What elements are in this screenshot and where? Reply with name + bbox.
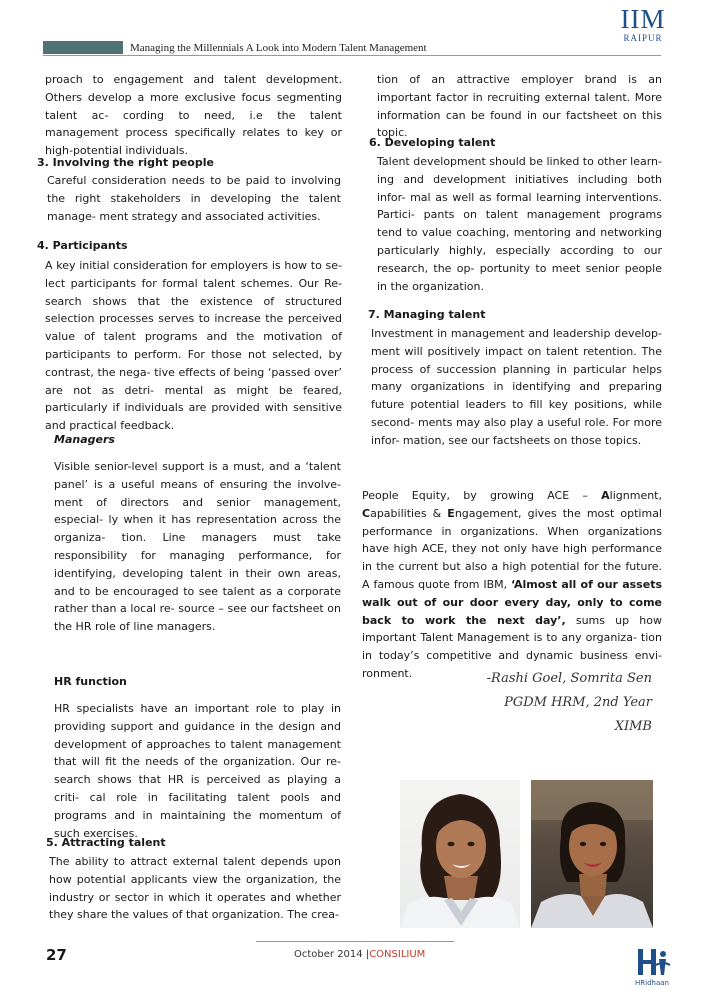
author-signature xyxy=(430,667,652,739)
managers-body: Visible senior-level support is a must, and a ‘talent panel’ is a useful means of ensuring the involve- ment of directors and senior management, especial- ly when it has representation across the organiza- tion. Line managers must take responsibility for managing performance, for identifying, developing talent in their own areas, and to be encouraged to see talent as a corporate rather than a local re- source – see our factsheet on the HR role of line managers. xyxy=(54,460,341,634)
header-rule xyxy=(43,55,661,56)
logo-line2: RAIPUR xyxy=(623,33,663,43)
pe-text-1: People Equity, by growing ACE – xyxy=(362,489,602,502)
section-5-body: The ability to attract external talent depends upon how potential applicants view the organization, the industry or sector in which it operates and whether they share the values of that organization. The crea- xyxy=(49,855,341,922)
pe-bold-a: A xyxy=(601,489,610,502)
section-6-heading: 6. Developing talent xyxy=(369,136,496,149)
section-5-heading: 5. Attracting talent xyxy=(46,836,166,849)
pe-text-3: apabilities & xyxy=(370,506,448,520)
intro-paragraph: proach to engagement and talent development. Others develop a more exclusive focus segmenting talent ac- cording to need, i.e the talent management process specifically relates to key or high-potential individuals. xyxy=(45,73,342,158)
pe-text-4: ngagement, gives the most optimal performance in organizations. When organizations have high ACE, they not only have high performance in the current but also a high potential for the future. A famous quote from IBM, xyxy=(362,506,662,591)
footer-rule xyxy=(256,941,454,942)
footer-magazine: CONSILIUM xyxy=(369,949,426,960)
people-equity-paragraph xyxy=(362,487,662,683)
pe-text-2: lignment, xyxy=(609,489,662,502)
section-7-body: Investment in management and leadership develop- ment will positively impact on talent retention. The process of succession planning in particular helps many organizations in identifying and preparing future potential leaders to fill key positions, while second- ments may also play a useful role. For more infor- mation, see our factsheets on those topics. xyxy=(371,327,662,447)
logo-line1: IIM xyxy=(620,4,666,34)
author-program: PGDM HRM, 2nd Year xyxy=(504,695,652,710)
hridhaan-logo xyxy=(630,947,674,987)
author-institute: XIMB xyxy=(614,719,652,734)
author-photo-2 xyxy=(531,780,653,928)
hr-function-heading: HR function xyxy=(54,675,127,688)
section-7-heading: 7. Managing talent xyxy=(368,308,486,321)
page-number: 27 xyxy=(46,946,67,964)
left-column xyxy=(45,71,342,160)
footer-issue xyxy=(294,949,425,960)
pe-text-5: sums up how important Talent Management is to any organiza- tion in today’s competitive and dynamic business envi- ronment. xyxy=(362,613,662,680)
section-6-body: Talent development should be linked to other learn- ing and development initiatives including both infor- mal as well as formal learning interventions. Partici- pants on talent management programs tend to value coaching, mentoring and networking particularly highly, especially according to our research, the op- portunity to meet senior people in the organization. xyxy=(377,155,662,293)
pe-bold-c: C xyxy=(362,506,371,520)
hridhaan-mark-icon xyxy=(630,947,674,977)
hr-function-body: HR specialists have an important role to play in providing support and guidance in the design and development of approaches to talent management that will fit the needs of the organization. Our re- search shows that HR is perceived as playing a criti- cal role in facilitating talent pools and programs and in maintaining the momentum of such exercises. xyxy=(54,702,341,840)
author-photo-1 xyxy=(400,780,520,928)
header-accent-bar xyxy=(43,41,123,54)
section-3-body: Careful consideration needs to be paid to involving the right stakeholders in developing the talent manage- ment strategy and associated activities. xyxy=(47,174,341,223)
pe-bold-e: E xyxy=(447,506,455,520)
section-5-continuation: tion of an attractive employer brand is an important factor in recruiting external talent. More information can be found in our factsheet on this topic. xyxy=(377,73,662,140)
footer-date: October 2014 | xyxy=(294,949,370,960)
running-header-title: Managing the Millennials A Look into Modern Talent Management xyxy=(130,42,427,54)
author-names: -Rashi Goel, Somrita Sen xyxy=(486,671,652,686)
iim-raipur-logo xyxy=(618,6,668,43)
managers-heading: Managers xyxy=(54,433,115,446)
section-4-body: A key initial consideration for employers is how to se- lect participants for formal talent schemes. Our Re- search shows that the existence of structured selection processes serves to increase the perceived value of talent programs and the motivation of participants to perform. For those not selected, by contrast, the nega- tive effects of being ‘passed over’ are not as detri- mental as might be feared, particularly if individuals are provided with sensitive and practical feedback. xyxy=(45,259,342,433)
hridhaan-logo-text: HRidhaan xyxy=(635,979,669,987)
ibm-quote: ‘Almost all of our assets walk out of our door every day, only to come back to work the next day’, xyxy=(362,577,662,627)
section-3-heading: 3. Involving the right people xyxy=(37,156,214,169)
section-4-heading: 4. Participants xyxy=(37,239,128,252)
